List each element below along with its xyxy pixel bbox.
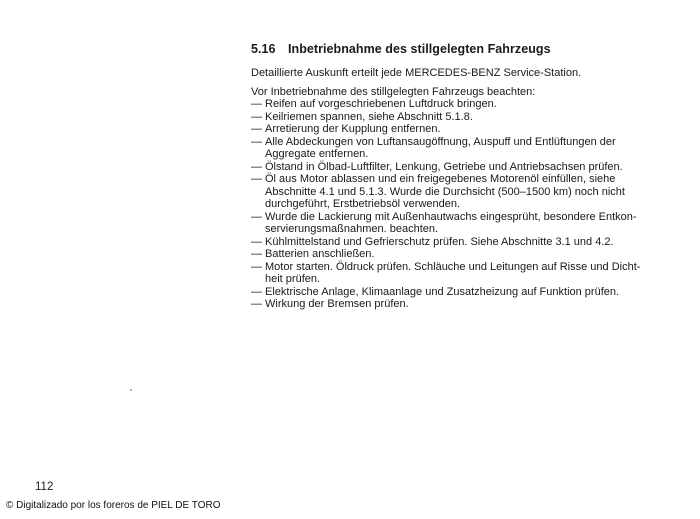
dash-bullet: — <box>251 260 262 273</box>
section-title: Inbetriebnahme des stillgelegten Fahrzeugs <box>288 42 551 56</box>
dash-bullet: — <box>251 160 262 173</box>
dash-bullet: — <box>251 173 262 185</box>
checklist-item-text: heit prüfen. <box>265 273 321 285</box>
checklist-item-text: Kühlmittelstand und Gefrierschutz prüfen. Siehe Abschnitte 3.1 und 4.2. <box>265 235 614 248</box>
checklist-item-text: Abschnitte 4.1 und 5.1.3. Wurde die Durchsicht (500–1500 km) noch nicht <box>265 185 625 198</box>
checklist-item <box>251 111 640 124</box>
checklist-item <box>251 286 640 299</box>
checklist-item-text: Alle Abdeckungen von Luftansaugöffnung, Auspuff und Entlüftungen der <box>265 135 616 148</box>
checklist-item-text: Wirkung der Bremsen prüfen. <box>265 298 409 310</box>
dash-bullet: — <box>251 98 262 110</box>
page-number: 112 <box>35 481 54 493</box>
checklist-item <box>251 261 640 286</box>
checklist-item-text: Elektrische Anlage, Klimaanlage und Zusatzheizung auf Funktion prüfen. <box>265 285 620 298</box>
dash-bullet: — <box>251 135 262 148</box>
checklist-item-text: Ölstand in Ölbad-Luftfilter, Lenkung, Getriebe und Antriebsachsen prüfen. <box>265 160 623 173</box>
checklist-item <box>251 248 640 261</box>
checklist-item-text: Arretierung der Kupplung entfernen. <box>265 123 441 135</box>
lead-paragraph: Vor Inbetriebnahme des stillgelegten Fahrzeugs beachten: <box>251 86 536 98</box>
dash-bullet: — <box>251 210 262 223</box>
section-number: 5.16 <box>251 42 276 56</box>
checklist-item-text: durchgeführt, Erstbetriebsöl verwenden. <box>265 198 461 210</box>
checklist-item <box>251 136 640 161</box>
dash-bullet: — <box>251 110 262 123</box>
checklist-item <box>251 236 640 249</box>
dash-bullet: — <box>251 298 262 310</box>
checklist-item <box>251 161 640 174</box>
intro-paragraph: Detaillierte Auskunft erteilt jede MERCEDES-BENZ Service-Station. <box>251 67 582 79</box>
scan-speck <box>130 389 132 391</box>
checklist-item-text: Keilriemen spannen, siehe Abschnitt 5.1.8. <box>265 110 473 123</box>
dash-bullet: — <box>251 248 262 260</box>
checklist-item-text: Reifen auf vorgeschriebenen Luftdruck bringen. <box>265 98 497 110</box>
checklist-item <box>251 123 640 136</box>
checklist-item <box>251 98 640 111</box>
checklist-item <box>251 298 640 311</box>
checklist-item-text: Batterien anschließen. <box>265 248 375 260</box>
footer-credit: © Digitalizado por los foreros de PIEL DE TORO <box>6 500 221 511</box>
checklist-item-text: Motor starten. Öldruck prüfen. Schläuche und Leitungen auf Risse und Dicht- <box>265 260 641 273</box>
checklist-item-text: Öl aus Motor ablassen und ein freigegebenes Motorenöl einfüllen, siehe <box>265 173 616 185</box>
checklist <box>251 98 640 311</box>
checklist-item-text: Wurde die Lackierung mit Außenhautwachs eingesprüht, besondere Entkon- <box>265 210 637 223</box>
dash-bullet: — <box>251 123 262 135</box>
section-heading <box>251 42 551 56</box>
checklist-item <box>251 173 640 211</box>
dash-bullet: — <box>251 285 262 298</box>
checklist-item <box>251 211 640 236</box>
dash-bullet: — <box>251 235 262 248</box>
checklist-item-text: servierungsmaßnahmen. beachten. <box>265 223 439 235</box>
checklist-item-text: Aggregate entfernen. <box>265 148 369 160</box>
